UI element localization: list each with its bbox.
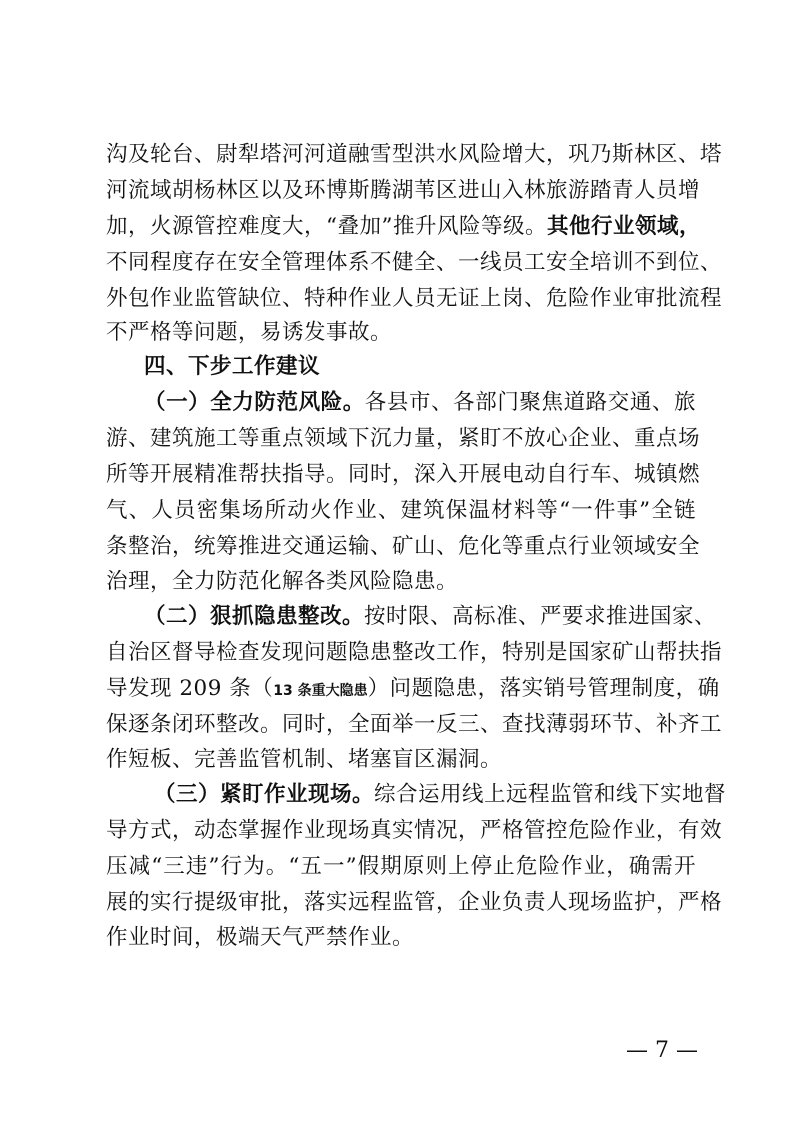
item-three-line-4: 展的实行提级审批，落实远程监管，企业负责人现场监护，严格 bbox=[106, 890, 723, 915]
item-three-line-1 bbox=[154, 780, 727, 810]
body-line-6: 不严格等问题，易诱发事故。 bbox=[106, 320, 393, 345]
body-line-2: 河流域胡杨林区以及环博斯腾湖苇区进山入林旅游踏青人员增 bbox=[106, 178, 701, 203]
item-one-line-6: 治理，全力防范化解各类风险隐患。 bbox=[106, 569, 459, 594]
item-one-title: （一）全力防范风险。 bbox=[144, 390, 365, 415]
major-hazards-note: 13 条重大隐患 bbox=[273, 683, 368, 699]
item-two-line-2: 自治区督导检查发现问题隐患整改工作，特别是国家矿山帮扶指 bbox=[106, 640, 723, 665]
item-three-line-3: 压减“三违”行为。“五一”假期原则上停止危险作业，确需开 bbox=[106, 854, 696, 879]
item-two-text-b: ）问题隐患，落实销号管理制度，确 bbox=[367, 676, 720, 701]
body-line-4: 不同程度存在安全管理体系不健全、一线员工安全培训不到位、 bbox=[106, 250, 723, 275]
item-three-text: 综合运用线上远程监管和线下实地督 bbox=[374, 782, 727, 807]
section-heading: 四、下步工作建议 bbox=[144, 354, 321, 379]
item-two-text-a: 导发现 209 条（ bbox=[106, 676, 274, 701]
item-two-title: （二）狠抓隐患整改。 bbox=[144, 604, 365, 629]
item-two-line-3 bbox=[106, 674, 720, 706]
body-line-5: 外包作业监管缺位、特种作业人员无证上岗、危险作业审批流程 bbox=[106, 286, 723, 311]
item-three-line-5: 作业时间，极端天气严禁作业。 bbox=[106, 925, 415, 950]
item-one-text: 各县市、各部门聚焦道路交通、旅 bbox=[364, 390, 696, 415]
item-two-line-4: 保逐条闭环整改。同时，全面举一反三、查找薄弱环节、补齐工 bbox=[106, 712, 723, 737]
body-line-1: 沟及轮台、尉犁塔河河道融雪型洪水风险增大，巩乃斯林区、塔 bbox=[106, 142, 723, 167]
page-number: — 7 — bbox=[626, 1038, 698, 1063]
item-two-line-1 bbox=[144, 602, 717, 632]
item-three-title: （三）紧盯作业现场。 bbox=[154, 782, 375, 807]
item-one-line-5: 条整治，统筹推进交通运输、矿山、危化等重点行业领域安全 bbox=[106, 534, 701, 559]
item-one-line-1 bbox=[144, 388, 696, 418]
item-two-text: 按时限、高标准、严要求推进国家、 bbox=[364, 604, 717, 629]
emphasis-other-industries: 其他行业领域， bbox=[547, 214, 702, 239]
item-two-line-5: 作短板、完善监管机制、堵塞盲区漏洞。 bbox=[106, 747, 503, 772]
item-one-line-3: 所等开展精准帮扶指导。同时，深入开展电动自行车、城镇燃 bbox=[106, 462, 701, 487]
item-one-line-4: 气、人员密集场所动火作业、建筑保温材料等“一件事”全链 bbox=[106, 498, 696, 523]
item-one-line-2: 游、建筑施工等重点领域下沉力量，紧盯不放心企业、重点场 bbox=[106, 426, 701, 451]
body-line-3-text: 加，火源管控难度大，“叠加”推升风险等级。 bbox=[106, 214, 547, 239]
item-three-line-2: 导方式，动态掌握作业现场真实情况，严格管控危险作业，有效 bbox=[106, 818, 723, 843]
body-line-3 bbox=[106, 212, 702, 242]
